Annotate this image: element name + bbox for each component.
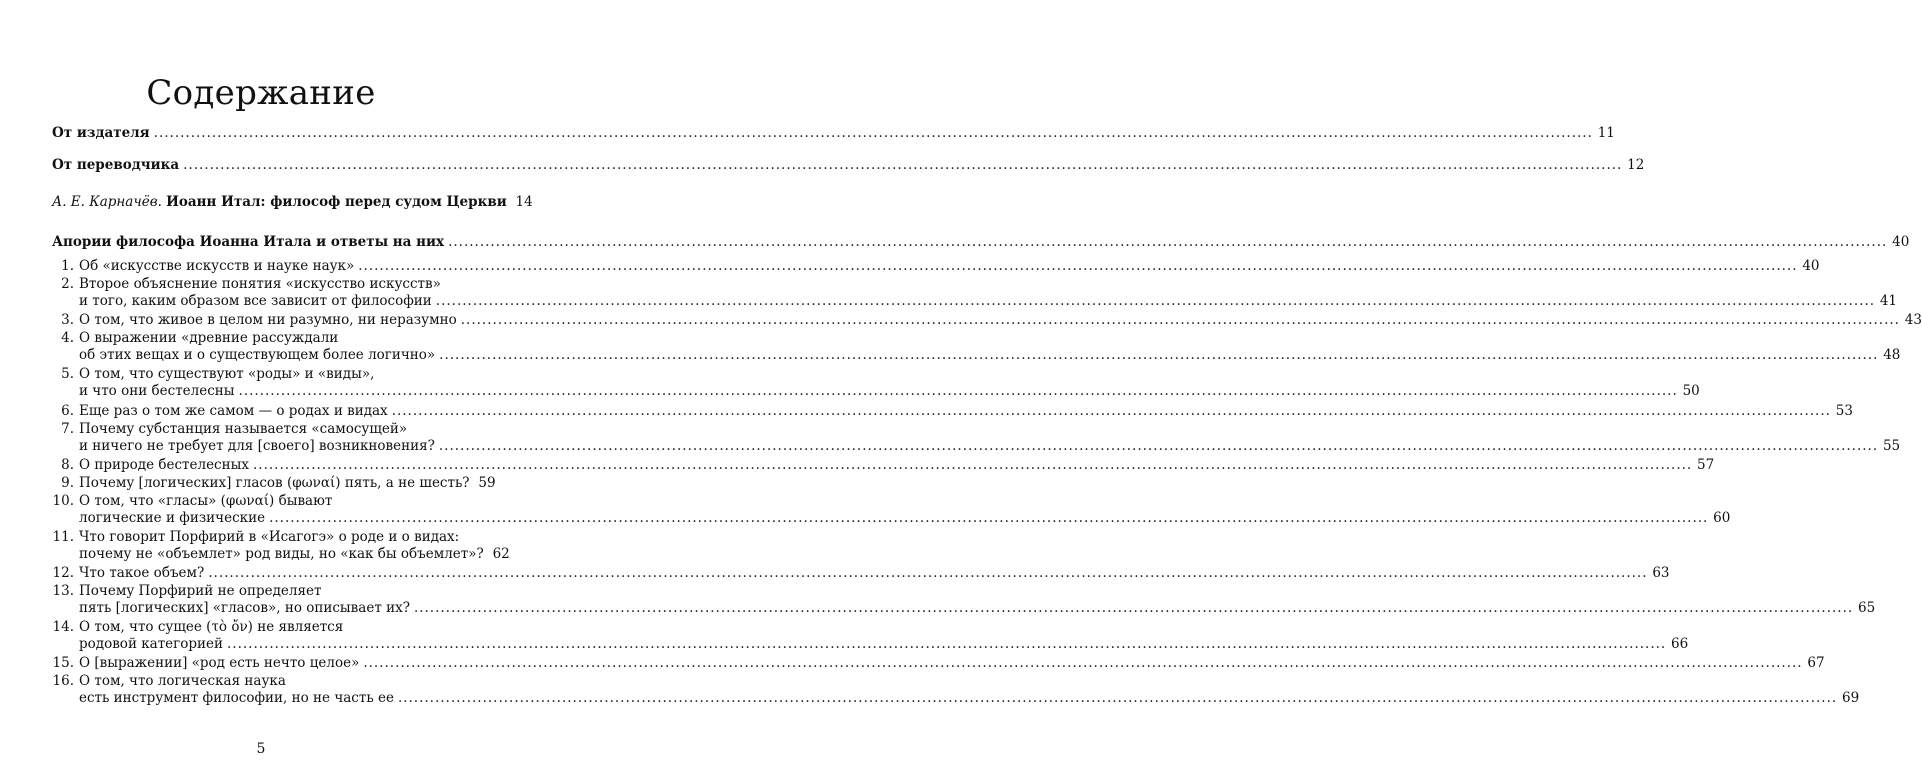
toc-item-8[interactable] [52,457,1715,474]
item-number: 8. [61,457,74,473]
toc-page-number: 40 [1892,234,1910,250]
toc-page-number: 60 [1713,510,1731,526]
dot-leader [239,383,1678,400]
toc-item-11[interactable] [52,529,510,563]
dot-leader [154,125,1593,142]
page-title: Содержание [146,72,376,113]
item-title-cont: логические и физические [79,510,266,526]
toc-entry-from-translator[interactable] [52,157,1645,174]
toc-page-number: 48 [1883,347,1901,363]
toc-page-number: 66 [1671,636,1689,652]
toc-item-16[interactable] [52,673,1860,707]
dot-leader [363,655,1802,672]
item-number: 7. [61,421,74,437]
toc-page-number: 59 [478,475,496,491]
toc-page-number: 62 [492,546,510,562]
toc-page-number: 53 [1835,403,1853,419]
item-title: О том, что живое в целом ни разумно, ни неразумно [79,312,457,328]
toc-section-title: Апории философа Иоанна Итала и ответы на них [52,234,445,250]
folio-page-number: 5 [256,741,266,757]
toc-page-number: 65 [1857,600,1876,616]
toc-entry-title: Иоанн Итал: философ перед судом Церкви [166,194,507,210]
toc-item-7[interactable] [52,421,1901,455]
item-title: Второе объяснение понятия «искусство искусств» [79,276,441,292]
dot-leader [227,636,1666,653]
item-title: Что такое объем? [79,565,205,581]
item-title-cont: родовой категорией [79,636,223,652]
item-number: 12. [52,565,74,581]
item-title: О природе бестелесных [79,457,249,473]
item-title-cont: пять [логических] «гласов», но описывает их? [79,600,410,616]
toc-item-9[interactable] [52,475,494,492]
dot-leader [208,565,1647,582]
item-title: О том, что «гласы» (φωναί) бывают [79,493,333,509]
toc-page-number: 11 [1597,125,1615,141]
dot-leader [439,347,1878,364]
toc-item-4[interactable] [52,330,1901,364]
toc-entry-title: От переводчика [52,157,180,173]
item-title-cont: и того, каким образом все зависит от философии [79,293,432,309]
dot-leader [439,438,1878,455]
toc-item-14[interactable] [52,619,1689,653]
toc-page-number: 12 [1627,157,1645,173]
toc-page-number: 63 [1652,565,1670,581]
toc-entry-essay[interactable] [52,194,533,211]
item-number: 9. [61,475,74,491]
item-number: 5. [61,366,74,382]
item-title-cont: об этих вещах и о существующем более логично» [79,347,436,363]
item-number: 15. [52,655,74,671]
item-title: Еще раз о том же самом — о родах и видах [79,403,388,419]
item-title: О выражении «древние рассуждали [79,330,339,346]
item-number: 10. [52,493,74,509]
toc-item-1[interactable] [52,258,1820,275]
toc-page-number: 43 [1904,312,1922,328]
item-title: Почему Порфирий не определяет [79,583,322,599]
dot-leader [253,457,1692,474]
dot-leader [436,293,1875,310]
item-number: 1. [61,258,74,274]
item-title-cont: и что они бестелесны [79,383,235,399]
item-number: 6. [61,403,74,419]
item-number: 16. [52,673,74,689]
toc-item-12[interactable] [52,565,1670,582]
dot-leader [183,157,1622,174]
item-title: О том, что логическая наука [79,673,286,689]
item-number: 4. [61,330,74,346]
item-number: 13. [52,583,74,599]
toc-page-number: 69 [1841,690,1860,706]
toc-entry-author: А. Е. Карначёв. [52,194,162,210]
item-title: О том, что существуют «роды» и «виды», [79,366,375,382]
item-title-cont: есть инструмент философии, но не часть ее [79,690,394,706]
toc-page-number: 55 [1882,438,1901,454]
toc-page-number: 40 [1802,258,1820,274]
item-number: 11. [52,529,74,545]
dot-leader [398,690,1837,707]
toc-page-number: 14 [515,194,533,210]
item-title: Что говорит Порфирий в «Исагогэ» о роде и о видах: [79,529,460,545]
item-title: Почему субстанция называется «самосущей» [79,421,408,437]
toc-item-10[interactable] [52,493,1731,527]
toc-item-15[interactable] [52,655,1825,672]
item-title: О [выражении] «род есть нечто целое» [79,655,360,671]
toc-entry-title: От издателя [52,125,150,141]
dot-leader [461,312,1900,329]
item-number: 2. [61,276,74,292]
dot-leader [358,258,1797,275]
dot-leader [448,234,1887,251]
item-title-cont: и ничего не требует для [своего] возникновения? [79,438,435,454]
item-title-cont: почему не «объемлет» род виды, но «как бы объемлет»? [79,546,484,562]
item-title: О том, что сущее (τὸ ὄν) не является [79,619,344,635]
dot-leader [414,600,1853,617]
item-title: Об «искусстве искусств и науке наук» [79,258,355,274]
toc-page-number: 57 [1697,457,1715,473]
item-number: 3. [61,312,74,328]
toc-item-3[interactable] [52,312,1922,329]
toc-item-13[interactable] [52,583,1876,617]
dot-leader [269,510,1708,527]
toc-page-number: 41 [1879,293,1898,309]
item-title: Почему [логических] гласов (φωναί) пять, а не шесть? [79,475,470,491]
toc-item-5[interactable] [52,366,1700,400]
toc-page-number: 67 [1807,655,1825,671]
toc-section-aporiae[interactable] [52,234,1910,251]
toc-entry-from-publisher[interactable] [52,125,1615,142]
toc-item-2[interactable] [52,276,1898,310]
toc-page-number: 50 [1682,383,1700,399]
item-number: 14. [52,619,74,635]
toc-item-6[interactable] [52,403,1853,420]
dot-leader [392,403,1831,420]
